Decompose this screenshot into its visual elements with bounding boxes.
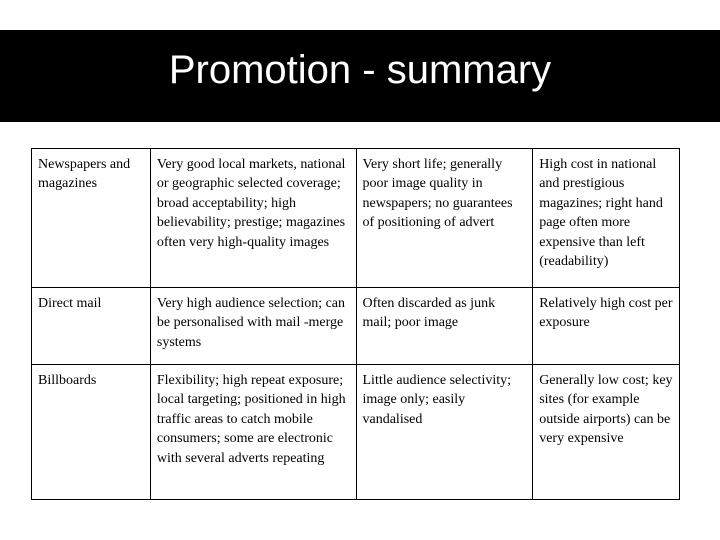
- advantages-cell: Flexibility; high repeat exposure; local targeting; positioned in high traffic areas to catch mobile consumers; some are electronic with several adverts repeating: [150, 365, 356, 500]
- advantages-cell: Very good local markets, national or geographic selected coverage; broad acceptability; high believability; prestige; magazines often very high-quality images: [150, 149, 356, 288]
- limitations-cell: Very short life; generally poor image quality in newspapers; no guarantees of positioning of advert: [356, 149, 533, 288]
- cost-cell: Generally low cost; key sites (for example outside airports) can be very expensive: [533, 365, 680, 500]
- advantages-cell: Very high audience selection; can be personalised with mail -merge systems: [150, 288, 356, 365]
- cost-cell: Relatively high cost per exposure: [533, 288, 680, 365]
- cost-cell: High cost in national and prestigious magazines; right hand page often more expensive than left (readability): [533, 149, 680, 288]
- medium-cell: Billboards: [32, 365, 151, 500]
- promotion-summary-table: [31, 148, 680, 500]
- medium-cell: Direct mail: [32, 288, 151, 365]
- title-bar: [0, 30, 720, 122]
- limitations-cell: Often discarded as junk mail; poor image: [356, 288, 533, 365]
- medium-cell: Newspapers and magazines: [32, 149, 151, 288]
- table-row: [32, 288, 680, 365]
- limitations-cell: Little audience selectivity; image only; easily vandalised: [356, 365, 533, 500]
- slide-title: Promotion - summary: [168, 48, 552, 92]
- table-row: [32, 365, 680, 500]
- table-row: [32, 149, 680, 288]
